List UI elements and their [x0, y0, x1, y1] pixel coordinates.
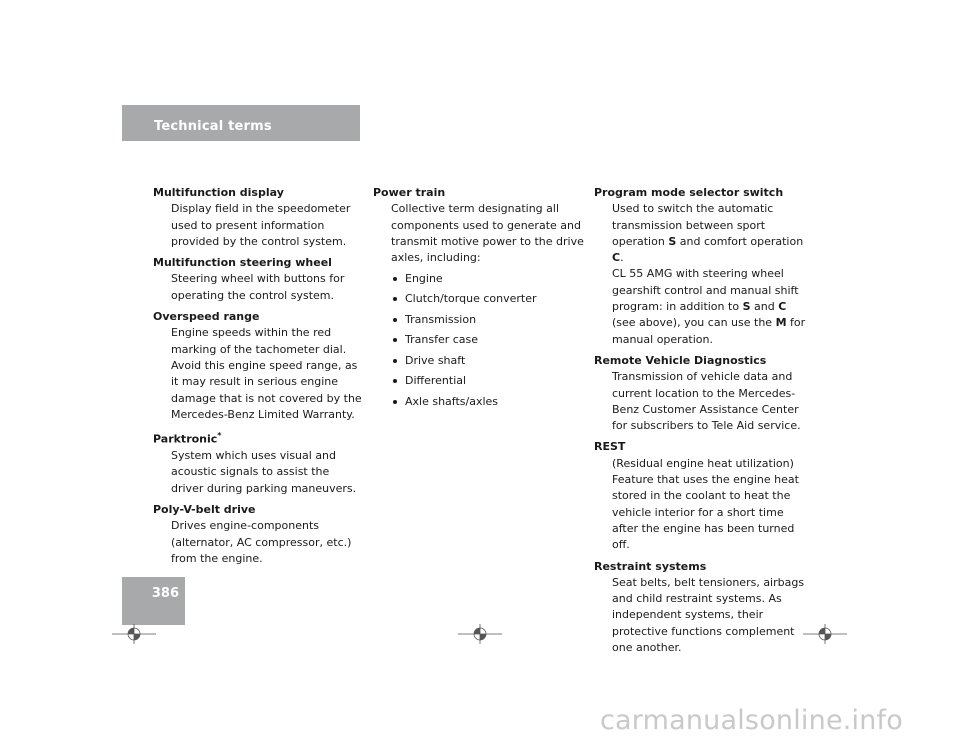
- definition-text: Used to switch the automatic transmission between sport operation: [612, 202, 774, 248]
- glossary-column-3: [594, 185, 806, 661]
- glossary-term: Overspeed range: [153, 310, 260, 324]
- glossary-definition: Transmission of vehicle data and current location to the Mercedes-Benz Customer Assistance Center for subscribers to Tele Aid service.: [612, 370, 801, 433]
- glossary-definition: Seat belts, belt tensioners, airbags and child restraint systems. As independent systems, their protective functions complement one another.: [612, 575, 805, 655]
- glossary-entry: [153, 255, 365, 304]
- glossary-entry: [594, 353, 806, 434]
- glossary-term: Multifunction display: [153, 186, 284, 199]
- glossary-entry: [153, 309, 365, 423]
- registration-mark-icon: [458, 624, 502, 644]
- glossary-term: Remote Vehicle Diagnostics: [594, 353, 767, 367]
- definition-text: for manual operation.: [612, 316, 806, 346]
- optional-equipment-mark: *: [217, 431, 222, 441]
- glossary-term-text: Parktronic: [153, 432, 218, 446]
- glossary-entry: [153, 502, 365, 567]
- mode-letter-c: C: [612, 251, 621, 265]
- glossary-definition: Drives engine-components (alternator, AC compressor, etc.) from the engine.: [171, 519, 352, 565]
- definition-text: .: [620, 251, 624, 265]
- mode-letter-s: S: [742, 300, 751, 314]
- glossary-entry: [594, 185, 806, 348]
- page-number: 386: [151, 586, 179, 601]
- glossary-entry: [594, 439, 806, 553]
- section-title: Technical terms: [154, 119, 272, 134]
- mode-letter-s: S: [668, 234, 677, 248]
- list-item: Clutch/torque converter: [391, 291, 585, 307]
- glossary-definition: Steering wheel with buttons for operating the control system.: [171, 272, 345, 302]
- glossary-term: Restraint systems: [594, 559, 707, 573]
- power-train-list: [373, 271, 585, 410]
- glossary-definition: Display field in the speedometer used to present information provided by the control system.: [171, 202, 351, 248]
- definition-text: CL 55 AMG with steering wheel gearshift control and manual shift program: in addition to: [612, 267, 799, 314]
- glossary-definition: [594, 266, 806, 347]
- page-number-box: [122, 577, 185, 625]
- registration-mark-icon: [803, 624, 847, 644]
- glossary-term: Poly-V-belt drive: [153, 503, 256, 516]
- glossary-definition: Engine speeds within the red marking of the tachometer dial. Avoid this engine speed range, as it may result in serious engine damage that is not covered by the Mercedes-Benz Limited Warranty.: [171, 326, 362, 421]
- glossary-term: Multifunction steering wheel: [153, 256, 332, 270]
- glossary-column-1: [153, 185, 365, 572]
- list-item: Transmission: [391, 312, 585, 328]
- list-item: Engine: [391, 271, 585, 287]
- glossary-definition: [594, 201, 806, 266]
- glossary-term: Program mode selector switch: [594, 186, 784, 199]
- list-item: Axle shafts/axles: [391, 394, 585, 410]
- glossary-entry: [594, 559, 806, 657]
- section-header-bar: [122, 105, 360, 141]
- mode-letter-m: M: [775, 316, 787, 330]
- registration-mark-icon: [112, 624, 156, 644]
- glossary-term: [153, 428, 365, 448]
- glossary-entry: [373, 185, 585, 410]
- glossary-term: Power train: [373, 186, 446, 199]
- glossary-definition: Collective term designating all components used to generate and transmit motive power to the drive axles, including:: [391, 202, 584, 265]
- glossary-definition: Feature that uses the engine heat stored in the coolant to heat the vehicle interior for a short time after the engine has been turned off.: [612, 473, 799, 552]
- list-item: Differential: [391, 373, 585, 389]
- glossary-entry: [153, 428, 365, 497]
- definition-text: (see above), you can use the: [612, 316, 776, 330]
- mode-letter-c: C: [778, 300, 787, 314]
- list-item: Transfer case: [391, 332, 585, 348]
- glossary-column-2: [373, 185, 585, 415]
- glossary-entry: [153, 185, 365, 250]
- glossary-subline: (Residual engine heat utilization): [612, 456, 794, 470]
- watermark-text: carmanualsonline.info: [600, 705, 903, 736]
- definition-text: and comfort operation: [676, 234, 804, 248]
- glossary-term: REST: [594, 440, 626, 454]
- definition-text: and: [750, 300, 779, 314]
- list-item: Drive shaft: [391, 353, 585, 369]
- glossary-definition: System which uses visual and acoustic signals to assist the driver during parking maneuvers.: [171, 449, 357, 495]
